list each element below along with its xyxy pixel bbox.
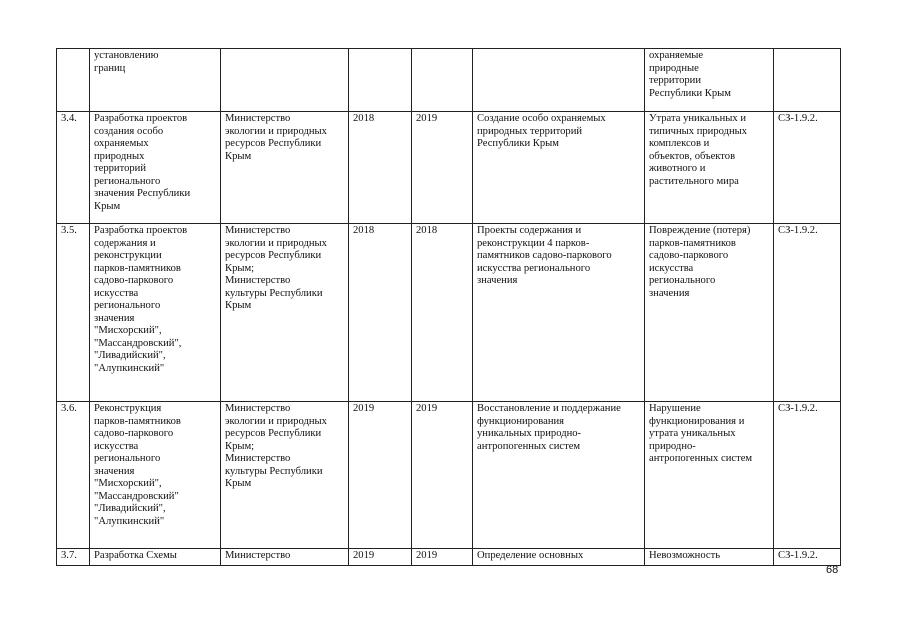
- cell-result: [473, 224, 645, 402]
- cell-risk-line: Республики Крым: [649, 87, 731, 99]
- cell-result-line: реконструкции 4 парков-: [477, 237, 590, 249]
- cell-activity-line: реконструкции: [94, 250, 162, 261]
- cell-risk: [645, 112, 774, 224]
- cell-end-year: 2018: [412, 224, 473, 402]
- cell-number: [57, 49, 90, 112]
- cell-risk-line: охраняемые: [649, 50, 704, 61]
- cell-activity-line: Крым: [94, 200, 121, 212]
- cell-activity-line: установлению: [94, 50, 159, 61]
- cell-executor-line: Министерство: [225, 113, 291, 124]
- cell-executor-line: культуры Республики: [225, 287, 323, 299]
- page-number: 68: [826, 564, 839, 576]
- cell-activity-line: территорий: [94, 163, 147, 174]
- cell-risk: [645, 402, 774, 549]
- cell-executor: [221, 49, 349, 112]
- cell-activity-line: границ: [94, 62, 126, 74]
- cell-result-line: антропогенных систем: [477, 440, 581, 452]
- cell-activity-line: "Мисхорский",: [94, 478, 162, 489]
- cell-activity: [90, 402, 221, 549]
- table-row: [57, 112, 841, 224]
- cell-result-line: Восстановление и поддержание: [477, 403, 621, 414]
- cell-end-year: 2019: [412, 402, 473, 549]
- cell-executor-line: ресурсов Республики: [225, 250, 322, 261]
- table-body: [57, 49, 841, 566]
- cell-result-line: уникальных природно-: [477, 428, 582, 439]
- cell-risk-line: территории: [649, 75, 702, 86]
- cell-result-line: функционирования: [477, 415, 565, 427]
- cell-risk-line: антропогенных систем: [649, 453, 753, 464]
- cell-result: [473, 49, 645, 112]
- cell-result-line: Республики Крым: [477, 138, 559, 149]
- cell-risk: [645, 224, 774, 402]
- cell-risk-line: парков-памятников: [649, 237, 736, 249]
- cell-executor-line: Министерство: [225, 275, 291, 286]
- cell-risk-line: растительного мира: [649, 175, 739, 187]
- cell-activity-line: Реконструкция: [94, 403, 162, 414]
- cell-risk-line: садово-паркового: [649, 250, 729, 261]
- cell-activity: [90, 224, 221, 402]
- cell-activity-line: значения Республики: [94, 188, 191, 199]
- cell-executor-line: экологии и природных: [225, 125, 327, 137]
- cell-risk-line: Невозможность: [649, 550, 721, 561]
- cell-executor-line: экологии и природных: [225, 415, 327, 427]
- cell-activity-line: регионального: [94, 453, 161, 464]
- cell-risk-line: животного и: [649, 163, 706, 174]
- cell-executor: [221, 402, 349, 549]
- cell-activity-line: искусства: [94, 287, 139, 299]
- cell-result-line: Проекты содержания и: [477, 225, 582, 236]
- cell-executor: [221, 112, 349, 224]
- cell-risk-line: утрата уникальных: [649, 428, 736, 439]
- cell-start-year: [349, 49, 412, 112]
- cell-risk-line: объектов, объектов: [649, 150, 736, 162]
- cell-executor-line: ресурсов Республики: [225, 138, 322, 149]
- cell-result-line: значения: [477, 275, 518, 286]
- cell-activity: [90, 549, 221, 566]
- cell-risk-line: Повреждение (потеря): [649, 225, 751, 236]
- cell-activity-line: парков-памятников: [94, 415, 181, 427]
- table-row: [57, 49, 841, 112]
- cell-end-year: 2019: [412, 112, 473, 224]
- cell-executor-line: ресурсов Республики: [225, 428, 322, 439]
- cell-result: [473, 549, 645, 566]
- cell-start-year: 2019: [349, 549, 412, 566]
- cell-activity-line: природных: [94, 150, 145, 162]
- cell-result-line: природных территорий: [477, 125, 583, 137]
- cell-executor-line: Крым: [225, 478, 252, 489]
- cell-number: 3.6.: [57, 402, 90, 549]
- cell-risk: [645, 49, 774, 112]
- cell-activity-line: регионального: [94, 175, 161, 187]
- cell-activity-line: "Ливадийский",: [94, 350, 166, 361]
- table-row: [57, 549, 841, 566]
- cell-activity-line: парков-памятников: [94, 262, 181, 274]
- cell-activity-line: Разработка Схемы: [94, 550, 177, 561]
- table-row: [57, 402, 841, 549]
- cell-executor-line: Министерство: [225, 403, 291, 414]
- cell-end-year: [412, 49, 473, 112]
- cell-activity-line: "Алупкинский": [94, 515, 165, 527]
- cell-activity-line: "Массандровский": [94, 490, 179, 502]
- cell-activity-line: Разработка проектов: [94, 225, 188, 236]
- cell-activity-line: значения: [94, 312, 135, 324]
- cell-end-year: 2019: [412, 549, 473, 566]
- cell-executor-line: культуры Республики: [225, 465, 323, 477]
- cell-risk-line: значения: [649, 287, 690, 299]
- cell-code: [774, 49, 841, 112]
- table-row: [57, 224, 841, 402]
- cell-code: СЗ-1.9.2.: [774, 112, 841, 224]
- cell-code: СЗ-1.9.2.: [774, 549, 841, 566]
- cell-code: СЗ-1.9.2.: [774, 224, 841, 402]
- cell-activity-line: "Массандровский",: [94, 337, 182, 349]
- cell-executor-line: Министерство: [225, 550, 291, 561]
- plan-table: [56, 48, 841, 566]
- cell-executor: [221, 549, 349, 566]
- cell-risk: [645, 549, 774, 566]
- cell-result: [473, 112, 645, 224]
- cell-activity-line: искусства: [94, 440, 139, 452]
- cell-activity-line: значения: [94, 465, 135, 477]
- cell-executor: [221, 224, 349, 402]
- cell-activity-line: содержания и: [94, 237, 156, 249]
- cell-executor-line: Крым: [225, 300, 252, 311]
- cell-activity: [90, 49, 221, 112]
- cell-number: 3.4.: [57, 112, 90, 224]
- cell-risk-line: комплексов и: [649, 138, 710, 149]
- cell-risk-line: Утрата уникальных и: [649, 113, 747, 124]
- cell-activity-line: Разработка проектов: [94, 113, 188, 124]
- cell-code: СЗ-1.9.2.: [774, 402, 841, 549]
- cell-executor-line: Министерство: [225, 225, 291, 236]
- cell-risk-line: искусства: [649, 262, 694, 274]
- cell-activity-line: создания особо: [94, 125, 164, 137]
- cell-risk-line: природно-: [649, 440, 696, 452]
- cell-result-line: памятников садово-паркового: [477, 250, 612, 261]
- cell-activity-line: "Ливадийский",: [94, 503, 166, 514]
- cell-executor-line: Министерство: [225, 453, 291, 464]
- cell-activity: [90, 112, 221, 224]
- cell-start-year: 2018: [349, 224, 412, 402]
- cell-activity-line: охраняемых: [94, 138, 149, 149]
- cell-result: [473, 402, 645, 549]
- cell-number: 3.7.: [57, 549, 90, 566]
- cell-risk-line: типичных природных: [649, 125, 748, 137]
- cell-result-line: Определение основных: [477, 550, 584, 561]
- cell-activity-line: регионального: [94, 300, 161, 311]
- cell-executor-line: Крым;: [225, 262, 255, 274]
- cell-start-year: 2019: [349, 402, 412, 549]
- cell-activity-line: садово-паркового: [94, 428, 174, 439]
- cell-activity-line: "Мисхорский",: [94, 325, 162, 336]
- cell-start-year: 2018: [349, 112, 412, 224]
- cell-executor-line: Крым: [225, 150, 252, 162]
- cell-number: 3.5.: [57, 224, 90, 402]
- cell-risk-line: природные: [649, 62, 699, 74]
- cell-activity-line: садово-паркового: [94, 275, 174, 286]
- cell-result-line: искусства регионального: [477, 262, 591, 274]
- cell-activity-line: "Алупкинский": [94, 362, 165, 374]
- cell-risk-line: регионального: [649, 275, 716, 286]
- cell-risk-line: Нарушение: [649, 403, 701, 414]
- cell-executor-line: экологии и природных: [225, 237, 327, 249]
- cell-executor-line: Крым;: [225, 440, 255, 452]
- cell-risk-line: функционирования и: [649, 415, 745, 427]
- cell-result-line: Создание особо охраняемых: [477, 113, 606, 124]
